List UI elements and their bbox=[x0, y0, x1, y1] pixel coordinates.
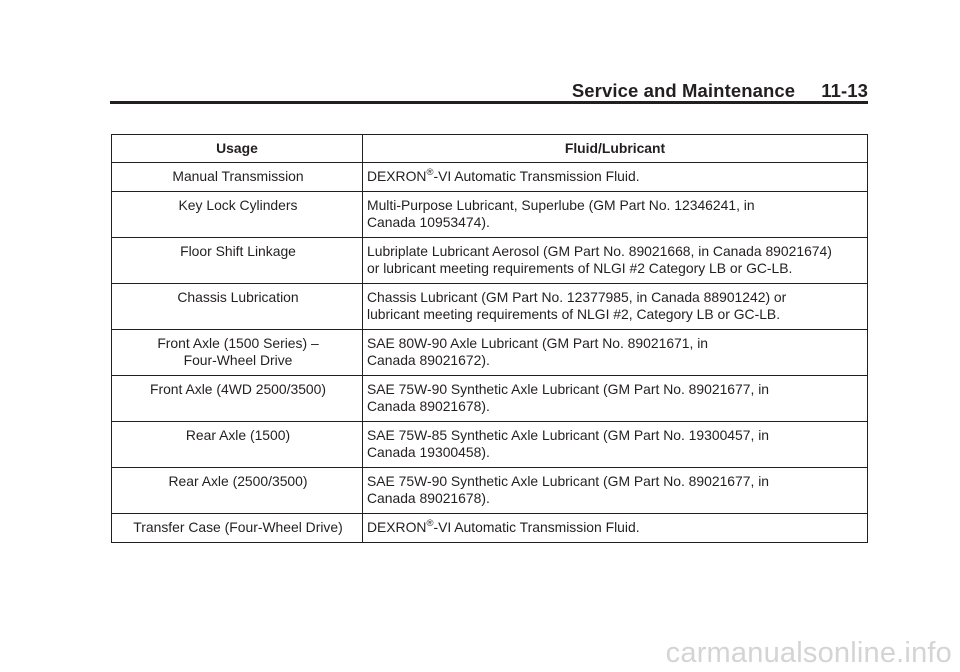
usage-text: Transfer Case (Four-Wheel Drive) bbox=[133, 519, 343, 535]
usage-cell bbox=[112, 468, 363, 514]
fluid-cell bbox=[363, 376, 868, 422]
table-row bbox=[112, 468, 868, 514]
usage-text: Front Axle (1500 Series) – bbox=[157, 335, 319, 351]
registered-mark: ® bbox=[426, 167, 434, 178]
usage-text: Floor Shift Linkage bbox=[180, 243, 296, 259]
fluid-text: Chassis Lubricant (GM Part No. 12377985, in Canada 88901242) or bbox=[367, 289, 787, 305]
fluid-text: -VI Automatic Transmission Fluid. bbox=[433, 168, 640, 184]
column-header-fluid: Fluid/Lubricant bbox=[363, 135, 868, 163]
usage-text: Front Axle (4WD 2500/3500) bbox=[149, 381, 327, 397]
fluid-text: Lubriplate Lubricant Aerosol (GM Part No. 89021668, in Canada 89021674) bbox=[367, 243, 832, 259]
fluid-text: SAE 80W-90 Axle Lubricant (GM Part No. 89021671, in bbox=[367, 335, 709, 351]
fluid-cell bbox=[363, 422, 868, 468]
usage-cell bbox=[112, 284, 363, 330]
usage-cell bbox=[112, 330, 363, 376]
usage-cell bbox=[112, 422, 363, 468]
fluid-text: DEXRON bbox=[367, 168, 427, 184]
fluid-cell bbox=[363, 330, 868, 376]
usage-text: Four-Wheel Drive bbox=[183, 352, 293, 368]
watermark: carmanualsonline.info bbox=[665, 637, 952, 669]
fluid-text: Canada 10953474). bbox=[367, 214, 490, 230]
usage-text: Manual Transmission bbox=[172, 168, 304, 184]
registered-mark: ® bbox=[426, 518, 434, 529]
usage-cell bbox=[112, 238, 363, 284]
table-header-row bbox=[112, 135, 868, 163]
fluid-cell bbox=[363, 468, 868, 514]
usage-cell bbox=[112, 163, 363, 192]
fluid-text: lubricant meeting requirements of NLGI #2, Category LB or GC-LB. bbox=[367, 306, 781, 322]
fluid-text: Canada 89021678). bbox=[367, 490, 490, 506]
table-row bbox=[112, 376, 868, 422]
fluid-text: Multi-Purpose Lubricant, Superlube (GM Part No. 12346241, in bbox=[367, 197, 755, 213]
table-row bbox=[112, 284, 868, 330]
table-row bbox=[112, 238, 868, 284]
fluid-lubricant-table bbox=[111, 134, 868, 543]
usage-text: Rear Axle (2500/3500) bbox=[168, 473, 308, 489]
table-body bbox=[112, 163, 868, 543]
fluid-cell bbox=[363, 238, 868, 284]
usage-cell bbox=[112, 192, 363, 238]
page-number: 11-13 bbox=[821, 80, 868, 101]
fluid-text: Canada 89021672). bbox=[367, 352, 490, 368]
usage-text: Chassis Lubrication bbox=[177, 289, 299, 305]
table-row bbox=[112, 163, 868, 192]
section-title: Service and Maintenance bbox=[571, 80, 796, 101]
table-row bbox=[112, 514, 868, 543]
usage-cell bbox=[112, 376, 363, 422]
fluid-text: SAE 75W-90 Synthetic Axle Lubricant (GM Part No. 89021677, in bbox=[367, 473, 770, 489]
table-row bbox=[112, 422, 868, 468]
column-header-usage: Usage bbox=[112, 135, 363, 163]
fluid-cell bbox=[363, 163, 868, 192]
fluid-text: Canada 89021678). bbox=[367, 398, 490, 414]
usage-text: Rear Axle (1500) bbox=[185, 427, 291, 443]
table-row bbox=[112, 330, 868, 376]
fluid-text: -VI Automatic Transmission Fluid. bbox=[433, 519, 640, 535]
fluid-text: DEXRON bbox=[367, 519, 427, 535]
usage-text: Key Lock Cylinders bbox=[178, 197, 298, 213]
fluid-text: SAE 75W-90 Synthetic Axle Lubricant (GM Part No. 89021677, in bbox=[367, 381, 770, 397]
header-rule bbox=[110, 101, 868, 104]
fluid-cell bbox=[363, 192, 868, 238]
fluid-text: or lubricant meeting requirements of NLGI #2 Category LB or GC-LB. bbox=[367, 260, 793, 276]
fluid-text: Canada 19300458). bbox=[367, 444, 490, 460]
usage-cell bbox=[112, 514, 363, 543]
fluid-cell bbox=[363, 514, 868, 543]
fluid-text: SAE 75W-85 Synthetic Axle Lubricant (GM Part No. 19300457, in bbox=[367, 427, 770, 443]
table-row bbox=[112, 192, 868, 238]
fluid-cell bbox=[363, 284, 868, 330]
